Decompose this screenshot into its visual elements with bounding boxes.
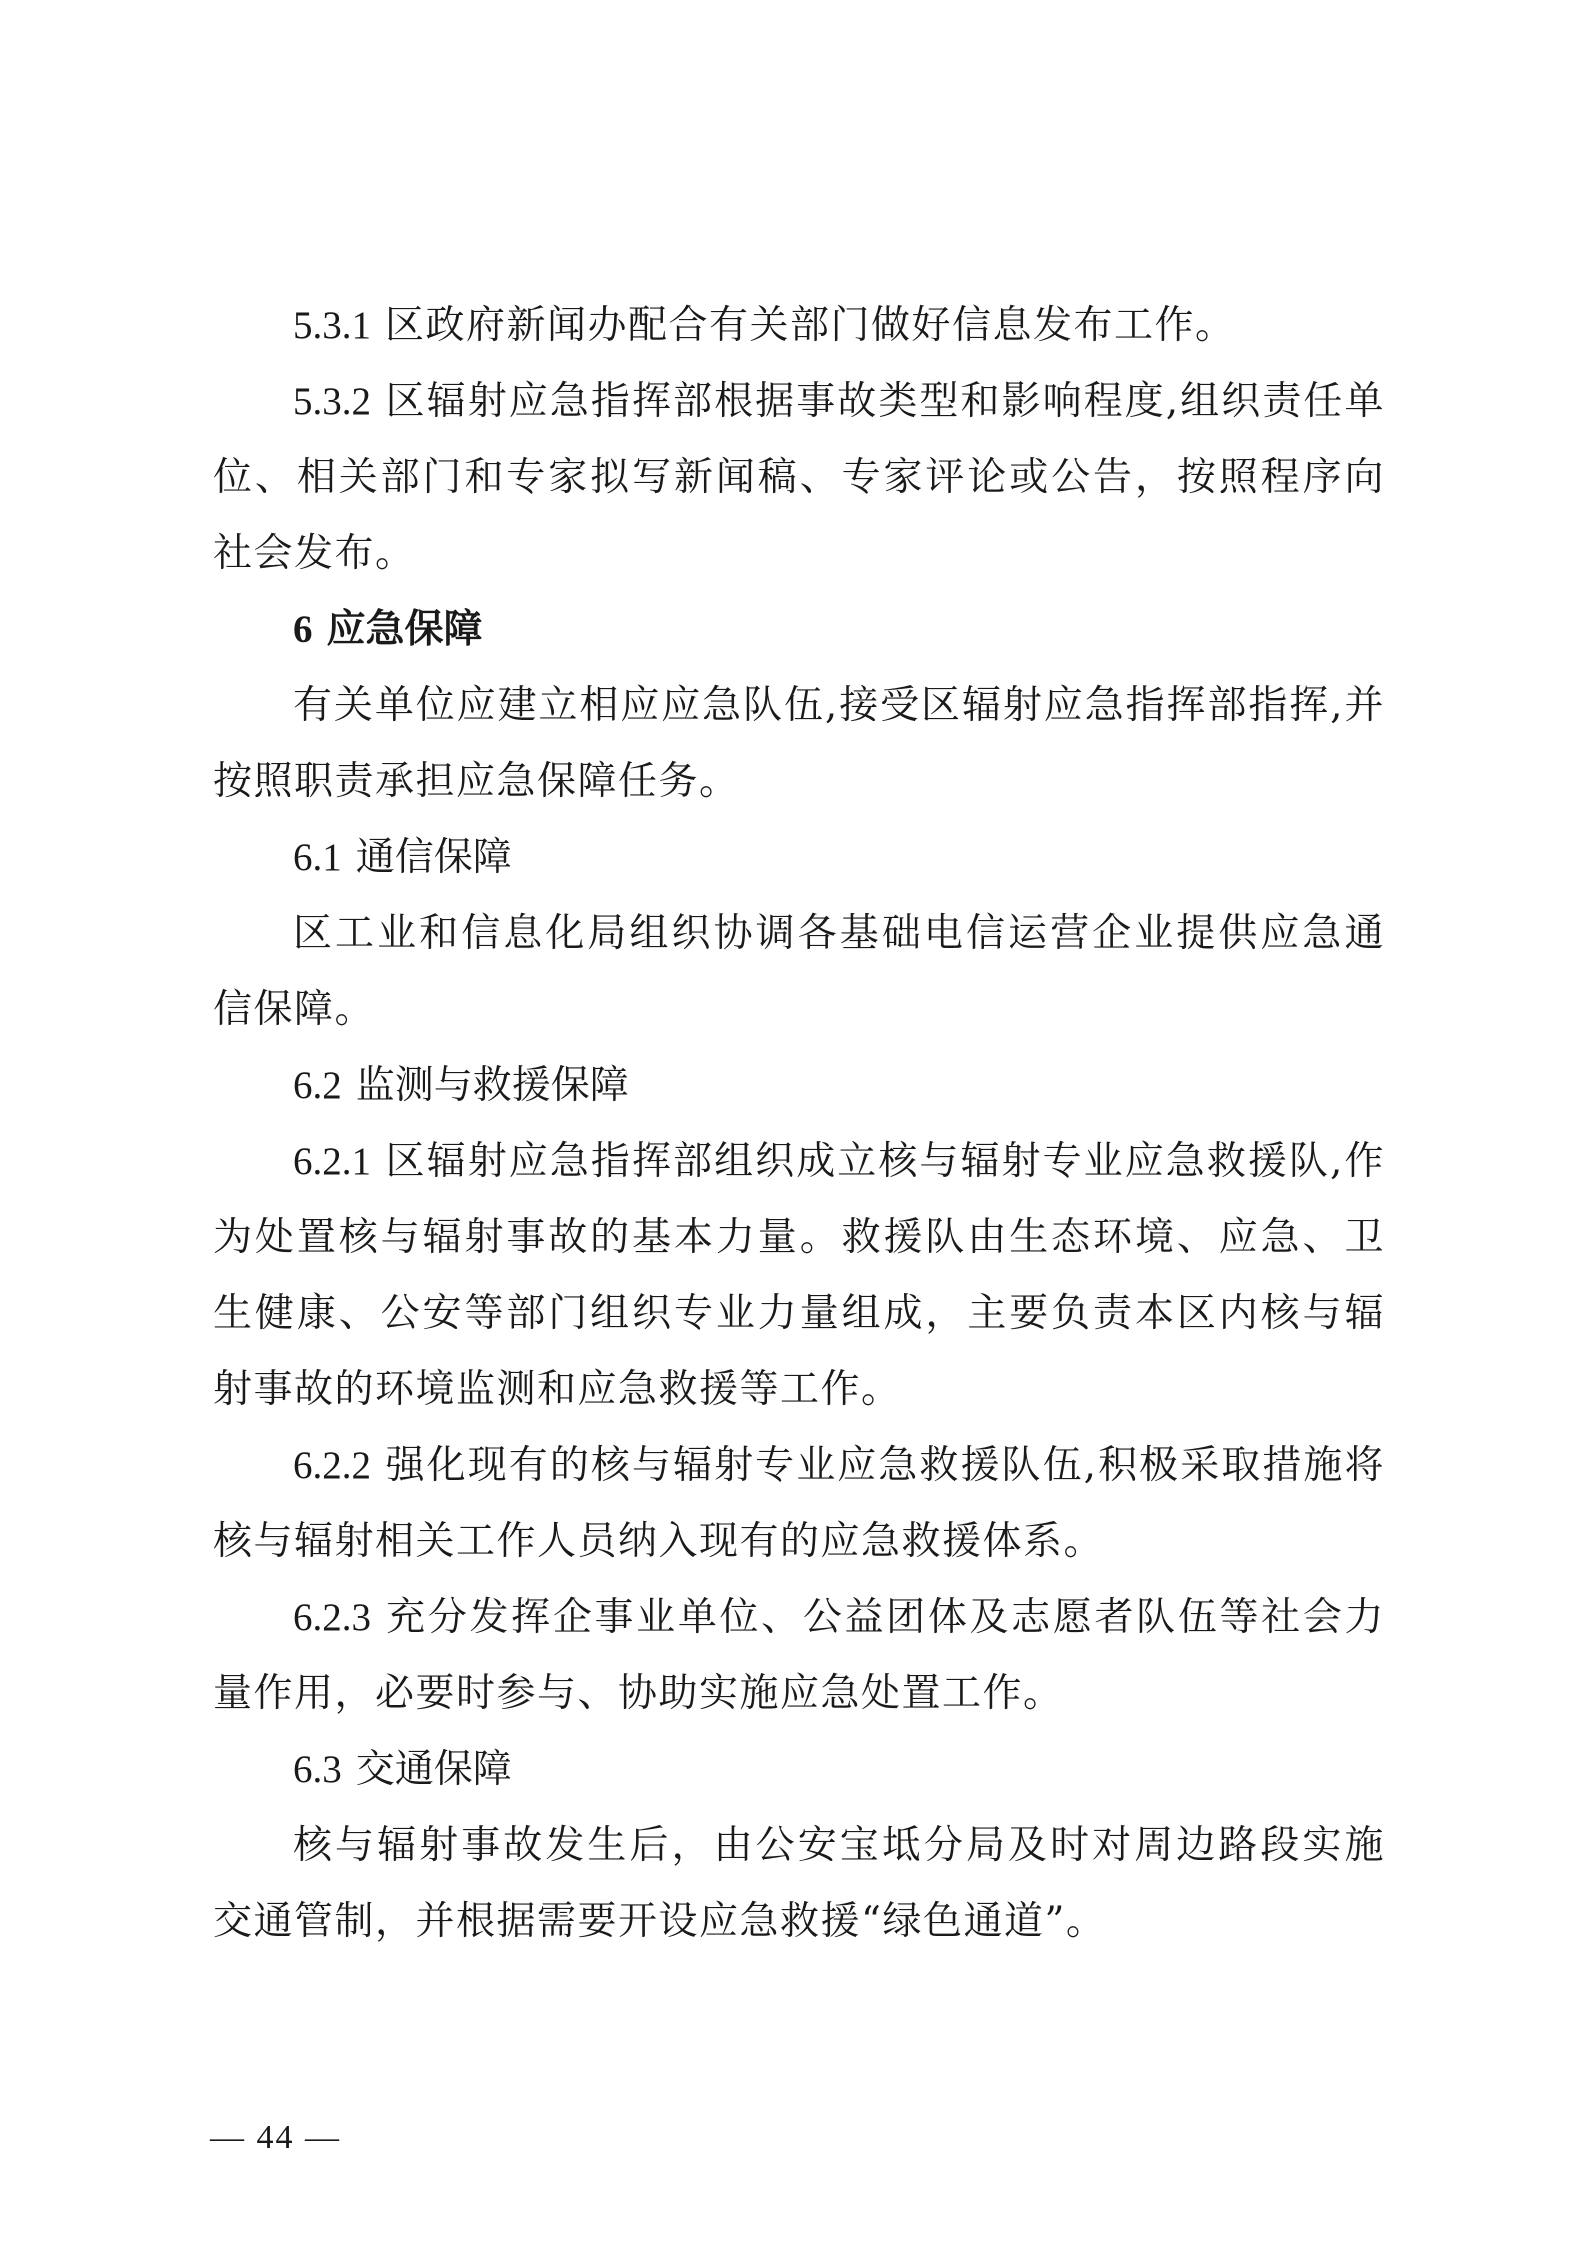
paragraph-5-3-2 [213,364,1385,592]
subsection-number: 6.2 [293,1064,342,1107]
paragraph-5-3-1 [213,288,1385,364]
clause-number: 5.3.2 [293,380,371,423]
subsection-title: 交通保障 [355,1747,512,1792]
subsection-heading-6-1 [213,820,1385,896]
paragraph-6-intro [213,668,1385,820]
subsection-title: 通信保障 [355,835,512,880]
paragraph-text: 充分发挥企事业单位、公益团体及志愿者队伍等社会力量作用，必要时参与、协助实施应急处置工作。 [213,1595,1385,1716]
paragraph-6-2-2 [213,1428,1385,1580]
clause-number: 6.2.2 [293,1444,371,1487]
page-number: — 44 — [210,2119,341,2156]
paragraph-text: 核与辐射事故发生后，由公安宝坻分局及时对周边路段实施交通管制，并根据需要开设应急救援“绿色通道”。 [213,1823,1385,1944]
paragraph-text: 强化现有的核与辐射专业应急救援队伍,积极采取措施将核与辐射相关工作人员纳入现有的应急救援体系。 [213,1443,1385,1564]
clause-number: 5.3.1 [293,304,371,347]
paragraph-text: 区工业和信息化局组织协调各基础电信运营企业提供应急通信保障。 [213,911,1385,1032]
subsection-title: 监测与救援保障 [355,1063,629,1108]
clause-number: 6.2.1 [293,1140,371,1183]
section-title: 应急保障 [326,607,483,652]
paragraph-6-3 [213,1808,1385,1960]
paragraph-text: 区辐射应急指挥部组织成立核与辐射专业应急救援队,作为处置核与辐射事故的基本力量。救援队由生态环境、应急、卫生健康、公安等部门组织专业力量组成，主要负责本区内核与辐射事故的环境监测和应急救援等工作。 [213,1139,1385,1412]
paragraph-text: 区辐射应急指挥部根据事故类型和影响程度,组织责任单位、相关部门和专家拟写新闻稿、专家评论或公告，按照程序向社会发布。 [213,379,1385,576]
subsection-heading-6-3 [213,1732,1385,1808]
paragraph-text: 有关单位应建立相应应急队伍,接受区辐射应急指挥部指挥,并按照职责承担应急保障任务。 [213,683,1385,804]
subsection-number: 6.3 [293,1748,342,1791]
clause-number: 6.2.3 [293,1596,371,1639]
subsection-number: 6.1 [293,836,342,879]
document-body [213,288,1385,1960]
subsection-heading-6-2 [213,1048,1385,1124]
section-heading-6 [213,592,1385,668]
paragraph-6-2-1 [213,1124,1385,1428]
paragraph-text: 区政府新闻办配合有关部门做好信息发布工作。 [385,303,1236,348]
section-number: 6 [293,608,313,651]
paragraph-6-1 [213,896,1385,1048]
paragraph-6-2-3 [213,1580,1385,1732]
